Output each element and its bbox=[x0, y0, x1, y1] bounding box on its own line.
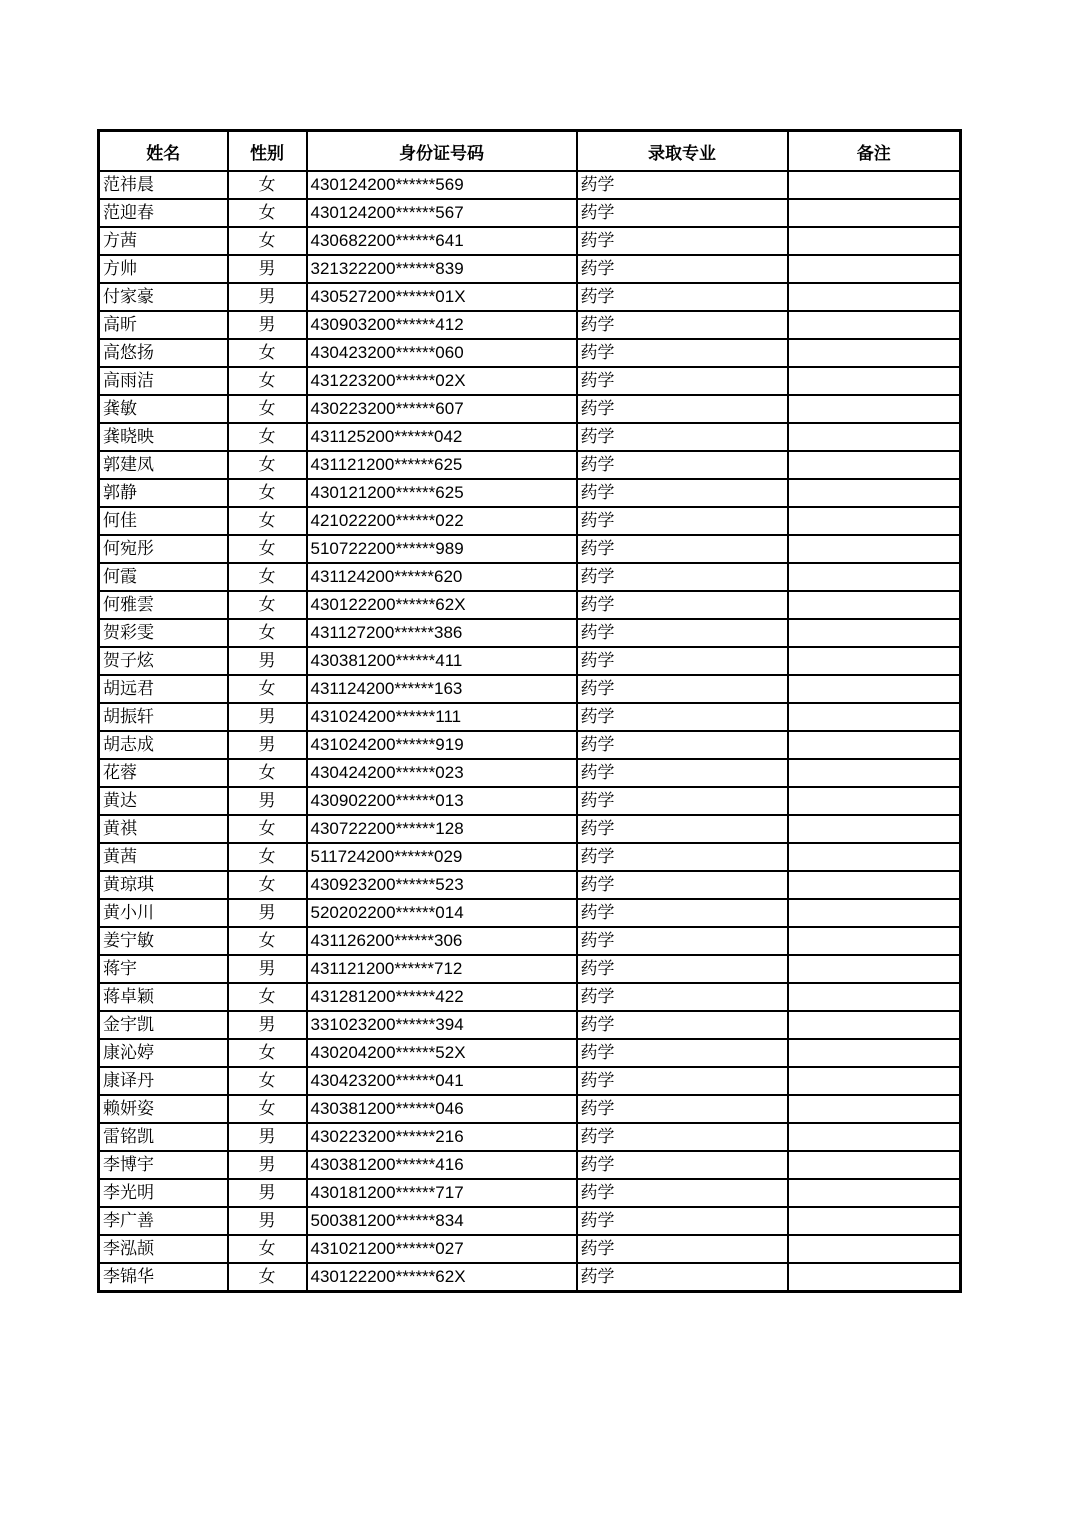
cell-id-number: 431125200******042 bbox=[307, 423, 577, 451]
cell-major: 药学 bbox=[577, 1263, 788, 1292]
cell-note bbox=[788, 1039, 961, 1067]
table-row bbox=[99, 507, 961, 535]
cell-note bbox=[788, 311, 961, 339]
cell-major: 药学 bbox=[577, 843, 788, 871]
cell-major: 药学 bbox=[577, 1207, 788, 1235]
cell-id-number: 421022200******022 bbox=[307, 507, 577, 535]
cell-note bbox=[788, 339, 961, 367]
cell-id-number: 430527200******01X bbox=[307, 283, 577, 311]
table-row bbox=[99, 367, 961, 395]
table-row bbox=[99, 1011, 961, 1039]
cell-major: 药学 bbox=[577, 507, 788, 535]
cell-name: 李广善 bbox=[99, 1207, 228, 1235]
cell-gender: 女 bbox=[228, 563, 307, 591]
cell-name: 黄小川 bbox=[99, 899, 228, 927]
cell-name: 高雨洁 bbox=[99, 367, 228, 395]
cell-major: 药学 bbox=[577, 787, 788, 815]
cell-major: 药学 bbox=[577, 871, 788, 899]
header-id-number: 身份证号码 bbox=[307, 131, 577, 172]
cell-note bbox=[788, 1207, 961, 1235]
cell-note bbox=[788, 1095, 961, 1123]
cell-gender: 女 bbox=[228, 983, 307, 1011]
cell-gender: 男 bbox=[228, 1179, 307, 1207]
cell-name: 郭静 bbox=[99, 479, 228, 507]
cell-gender: 女 bbox=[228, 451, 307, 479]
table-row bbox=[99, 1151, 961, 1179]
table-row bbox=[99, 1179, 961, 1207]
cell-note bbox=[788, 563, 961, 591]
table-row bbox=[99, 899, 961, 927]
cell-note bbox=[788, 675, 961, 703]
cell-name: 黄茜 bbox=[99, 843, 228, 871]
cell-gender: 男 bbox=[228, 311, 307, 339]
cell-gender: 男 bbox=[228, 647, 307, 675]
table-row bbox=[99, 955, 961, 983]
cell-id-number: 430122200******62X bbox=[307, 591, 577, 619]
cell-name: 赖妍姿 bbox=[99, 1095, 228, 1123]
cell-note bbox=[788, 171, 961, 199]
cell-note bbox=[788, 955, 961, 983]
cell-name: 贺子炫 bbox=[99, 647, 228, 675]
cell-major: 药学 bbox=[577, 899, 788, 927]
cell-id-number: 331023200******394 bbox=[307, 1011, 577, 1039]
cell-note bbox=[788, 983, 961, 1011]
cell-name: 龚敏 bbox=[99, 395, 228, 423]
cell-major: 药学 bbox=[577, 983, 788, 1011]
cell-note bbox=[788, 535, 961, 563]
cell-note bbox=[788, 731, 961, 759]
cell-id-number: 431127200******386 bbox=[307, 619, 577, 647]
cell-note bbox=[788, 815, 961, 843]
cell-gender: 女 bbox=[228, 619, 307, 647]
cell-major: 药学 bbox=[577, 339, 788, 367]
cell-name: 何宛彤 bbox=[99, 535, 228, 563]
table-row bbox=[99, 1095, 961, 1123]
cell-major: 药学 bbox=[577, 1235, 788, 1263]
cell-major: 药学 bbox=[577, 199, 788, 227]
cell-major: 药学 bbox=[577, 703, 788, 731]
cell-major: 药学 bbox=[577, 1123, 788, 1151]
cell-note bbox=[788, 507, 961, 535]
cell-major: 药学 bbox=[577, 367, 788, 395]
cell-gender: 女 bbox=[228, 1095, 307, 1123]
table-row bbox=[99, 983, 961, 1011]
cell-major: 药学 bbox=[577, 815, 788, 843]
cell-id-number: 511724200******029 bbox=[307, 843, 577, 871]
cell-gender: 女 bbox=[228, 675, 307, 703]
cell-major: 药学 bbox=[577, 927, 788, 955]
cell-id-number: 430122200******62X bbox=[307, 1263, 577, 1292]
table-row bbox=[99, 423, 961, 451]
cell-major: 药学 bbox=[577, 1067, 788, 1095]
table-row bbox=[99, 647, 961, 675]
cell-name: 蒋宇 bbox=[99, 955, 228, 983]
cell-name: 康沁婷 bbox=[99, 1039, 228, 1067]
cell-major: 药学 bbox=[577, 563, 788, 591]
table-row bbox=[99, 395, 961, 423]
cell-major: 药学 bbox=[577, 451, 788, 479]
header-note: 备注 bbox=[788, 131, 961, 172]
cell-gender: 女 bbox=[228, 843, 307, 871]
table-row bbox=[99, 1067, 961, 1095]
table-row bbox=[99, 199, 961, 227]
table-row bbox=[99, 759, 961, 787]
cell-id-number: 430903200******412 bbox=[307, 311, 577, 339]
cell-name: 范祎晨 bbox=[99, 171, 228, 199]
table-row bbox=[99, 843, 961, 871]
cell-gender: 女 bbox=[228, 759, 307, 787]
table-row bbox=[99, 731, 961, 759]
table-row bbox=[99, 311, 961, 339]
cell-id-number: 430381200******411 bbox=[307, 647, 577, 675]
cell-id-number: 431124200******620 bbox=[307, 563, 577, 591]
header-name: 姓名 bbox=[99, 131, 228, 172]
cell-id-number: 520202200******014 bbox=[307, 899, 577, 927]
cell-id-number: 431021200******027 bbox=[307, 1235, 577, 1263]
cell-note bbox=[788, 1067, 961, 1095]
cell-name: 李光明 bbox=[99, 1179, 228, 1207]
cell-major: 药学 bbox=[577, 647, 788, 675]
cell-major: 药学 bbox=[577, 227, 788, 255]
cell-id-number: 510722200******989 bbox=[307, 535, 577, 563]
cell-note bbox=[788, 1263, 961, 1292]
cell-id-number: 430223200******607 bbox=[307, 395, 577, 423]
cell-id-number: 431223200******02X bbox=[307, 367, 577, 395]
cell-id-number: 430722200******128 bbox=[307, 815, 577, 843]
cell-id-number: 431024200******111 bbox=[307, 703, 577, 731]
header-row bbox=[99, 131, 961, 172]
cell-gender: 男 bbox=[228, 1151, 307, 1179]
cell-gender: 女 bbox=[228, 871, 307, 899]
cell-note bbox=[788, 1179, 961, 1207]
cell-id-number: 430682200******641 bbox=[307, 227, 577, 255]
cell-major: 药学 bbox=[577, 311, 788, 339]
cell-note bbox=[788, 283, 961, 311]
cell-note bbox=[788, 619, 961, 647]
cell-gender: 男 bbox=[228, 255, 307, 283]
cell-name: 高昕 bbox=[99, 311, 228, 339]
cell-id-number: 430381200******416 bbox=[307, 1151, 577, 1179]
cell-gender: 女 bbox=[228, 423, 307, 451]
table-row bbox=[99, 171, 961, 199]
cell-name: 金宇凯 bbox=[99, 1011, 228, 1039]
cell-id-number: 430223200******216 bbox=[307, 1123, 577, 1151]
cell-id-number: 431121200******712 bbox=[307, 955, 577, 983]
cell-note bbox=[788, 703, 961, 731]
cell-name: 雷铭凯 bbox=[99, 1123, 228, 1151]
table-row bbox=[99, 563, 961, 591]
cell-major: 药学 bbox=[577, 479, 788, 507]
cell-note bbox=[788, 1011, 961, 1039]
cell-gender: 男 bbox=[228, 787, 307, 815]
cell-id-number: 430121200******625 bbox=[307, 479, 577, 507]
cell-gender: 女 bbox=[228, 479, 307, 507]
cell-gender: 女 bbox=[228, 395, 307, 423]
cell-name: 范迎春 bbox=[99, 199, 228, 227]
cell-id-number: 500381200******834 bbox=[307, 1207, 577, 1235]
cell-name: 郭建凤 bbox=[99, 451, 228, 479]
cell-gender: 女 bbox=[228, 535, 307, 563]
cell-gender: 男 bbox=[228, 1207, 307, 1235]
cell-id-number: 430124200******567 bbox=[307, 199, 577, 227]
table-row bbox=[99, 1123, 961, 1151]
cell-gender: 女 bbox=[228, 507, 307, 535]
cell-gender: 女 bbox=[228, 227, 307, 255]
cell-major: 药学 bbox=[577, 255, 788, 283]
cell-gender: 男 bbox=[228, 283, 307, 311]
cell-major: 药学 bbox=[577, 591, 788, 619]
table-row bbox=[99, 1039, 961, 1067]
table-row bbox=[99, 479, 961, 507]
cell-name: 方茜 bbox=[99, 227, 228, 255]
cell-note bbox=[788, 1123, 961, 1151]
cell-note bbox=[788, 1235, 961, 1263]
cell-id-number: 430423200******060 bbox=[307, 339, 577, 367]
cell-note bbox=[788, 227, 961, 255]
cell-id-number: 430124200******569 bbox=[307, 171, 577, 199]
cell-note bbox=[788, 759, 961, 787]
cell-id-number: 321322200******839 bbox=[307, 255, 577, 283]
cell-name: 胡振轩 bbox=[99, 703, 228, 731]
table-row bbox=[99, 283, 961, 311]
table-row bbox=[99, 255, 961, 283]
cell-id-number: 431024200******919 bbox=[307, 731, 577, 759]
cell-gender: 女 bbox=[228, 171, 307, 199]
cell-major: 药学 bbox=[577, 1179, 788, 1207]
table-row bbox=[99, 591, 961, 619]
cell-name: 李博宇 bbox=[99, 1151, 228, 1179]
table-row bbox=[99, 703, 961, 731]
cell-note bbox=[788, 899, 961, 927]
cell-note bbox=[788, 1151, 961, 1179]
cell-name: 高悠扬 bbox=[99, 339, 228, 367]
cell-name: 黄祺 bbox=[99, 815, 228, 843]
cell-name: 付家豪 bbox=[99, 283, 228, 311]
cell-gender: 女 bbox=[228, 815, 307, 843]
cell-note bbox=[788, 451, 961, 479]
table-row bbox=[99, 339, 961, 367]
cell-id-number: 430923200******523 bbox=[307, 871, 577, 899]
cell-gender: 女 bbox=[228, 927, 307, 955]
cell-major: 药学 bbox=[577, 955, 788, 983]
cell-name: 何雅雲 bbox=[99, 591, 228, 619]
cell-gender: 男 bbox=[228, 1011, 307, 1039]
cell-name: 康译丹 bbox=[99, 1067, 228, 1095]
cell-id-number: 431126200******306 bbox=[307, 927, 577, 955]
header-major: 录取专业 bbox=[577, 131, 788, 172]
cell-id-number: 430381200******046 bbox=[307, 1095, 577, 1123]
cell-note bbox=[788, 479, 961, 507]
admission-table bbox=[97, 129, 962, 1293]
cell-note bbox=[788, 255, 961, 283]
table-row bbox=[99, 1263, 961, 1292]
cell-gender: 女 bbox=[228, 199, 307, 227]
cell-gender: 女 bbox=[228, 1067, 307, 1095]
cell-id-number: 431281200******422 bbox=[307, 983, 577, 1011]
cell-id-number: 430424200******023 bbox=[307, 759, 577, 787]
table-body bbox=[99, 171, 961, 1292]
cell-major: 药学 bbox=[577, 171, 788, 199]
cell-gender: 男 bbox=[228, 1123, 307, 1151]
cell-id-number: 430902200******013 bbox=[307, 787, 577, 815]
cell-name: 黄达 bbox=[99, 787, 228, 815]
cell-major: 药学 bbox=[577, 1011, 788, 1039]
table-row bbox=[99, 1207, 961, 1235]
cell-id-number: 430423200******041 bbox=[307, 1067, 577, 1095]
cell-major: 药学 bbox=[577, 759, 788, 787]
cell-gender: 女 bbox=[228, 1263, 307, 1292]
table-row bbox=[99, 675, 961, 703]
cell-id-number: 430204200******52X bbox=[307, 1039, 577, 1067]
cell-note bbox=[788, 199, 961, 227]
cell-name: 花蓉 bbox=[99, 759, 228, 787]
cell-gender: 男 bbox=[228, 955, 307, 983]
table-row bbox=[99, 1235, 961, 1263]
cell-name: 胡志成 bbox=[99, 731, 228, 759]
cell-gender: 女 bbox=[228, 1039, 307, 1067]
table-row bbox=[99, 451, 961, 479]
cell-name: 李锦华 bbox=[99, 1263, 228, 1292]
cell-name: 蒋卓颖 bbox=[99, 983, 228, 1011]
cell-name: 方帅 bbox=[99, 255, 228, 283]
cell-note bbox=[788, 787, 961, 815]
cell-gender: 女 bbox=[228, 339, 307, 367]
table-row bbox=[99, 871, 961, 899]
cell-note bbox=[788, 871, 961, 899]
cell-name: 龚晓映 bbox=[99, 423, 228, 451]
cell-gender: 女 bbox=[228, 1235, 307, 1263]
table-row bbox=[99, 227, 961, 255]
cell-major: 药学 bbox=[577, 619, 788, 647]
cell-note bbox=[788, 843, 961, 871]
cell-major: 药学 bbox=[577, 423, 788, 451]
cell-major: 药学 bbox=[577, 731, 788, 759]
cell-gender: 女 bbox=[228, 367, 307, 395]
cell-name: 胡远君 bbox=[99, 675, 228, 703]
cell-gender: 男 bbox=[228, 731, 307, 759]
cell-name: 何佳 bbox=[99, 507, 228, 535]
cell-gender: 男 bbox=[228, 703, 307, 731]
cell-name: 贺彩雯 bbox=[99, 619, 228, 647]
table-row bbox=[99, 815, 961, 843]
cell-note bbox=[788, 591, 961, 619]
cell-note bbox=[788, 647, 961, 675]
table-row bbox=[99, 787, 961, 815]
cell-major: 药学 bbox=[577, 1039, 788, 1067]
cell-gender: 女 bbox=[228, 591, 307, 619]
cell-id-number: 431121200******625 bbox=[307, 451, 577, 479]
cell-major: 药学 bbox=[577, 1095, 788, 1123]
cell-name: 何霞 bbox=[99, 563, 228, 591]
cell-note bbox=[788, 423, 961, 451]
cell-major: 药学 bbox=[577, 535, 788, 563]
cell-name: 姜宁敏 bbox=[99, 927, 228, 955]
cell-name: 黄琼琪 bbox=[99, 871, 228, 899]
cell-note bbox=[788, 927, 961, 955]
cell-id-number: 431124200******163 bbox=[307, 675, 577, 703]
header-gender: 性别 bbox=[228, 131, 307, 172]
table-row bbox=[99, 535, 961, 563]
table-row bbox=[99, 619, 961, 647]
cell-major: 药学 bbox=[577, 675, 788, 703]
cell-name: 李泓颉 bbox=[99, 1235, 228, 1263]
cell-id-number: 430181200******717 bbox=[307, 1179, 577, 1207]
cell-note bbox=[788, 367, 961, 395]
cell-major: 药学 bbox=[577, 395, 788, 423]
table-row bbox=[99, 927, 961, 955]
cell-note bbox=[788, 395, 961, 423]
cell-major: 药学 bbox=[577, 1151, 788, 1179]
cell-major: 药学 bbox=[577, 283, 788, 311]
cell-gender: 男 bbox=[228, 899, 307, 927]
